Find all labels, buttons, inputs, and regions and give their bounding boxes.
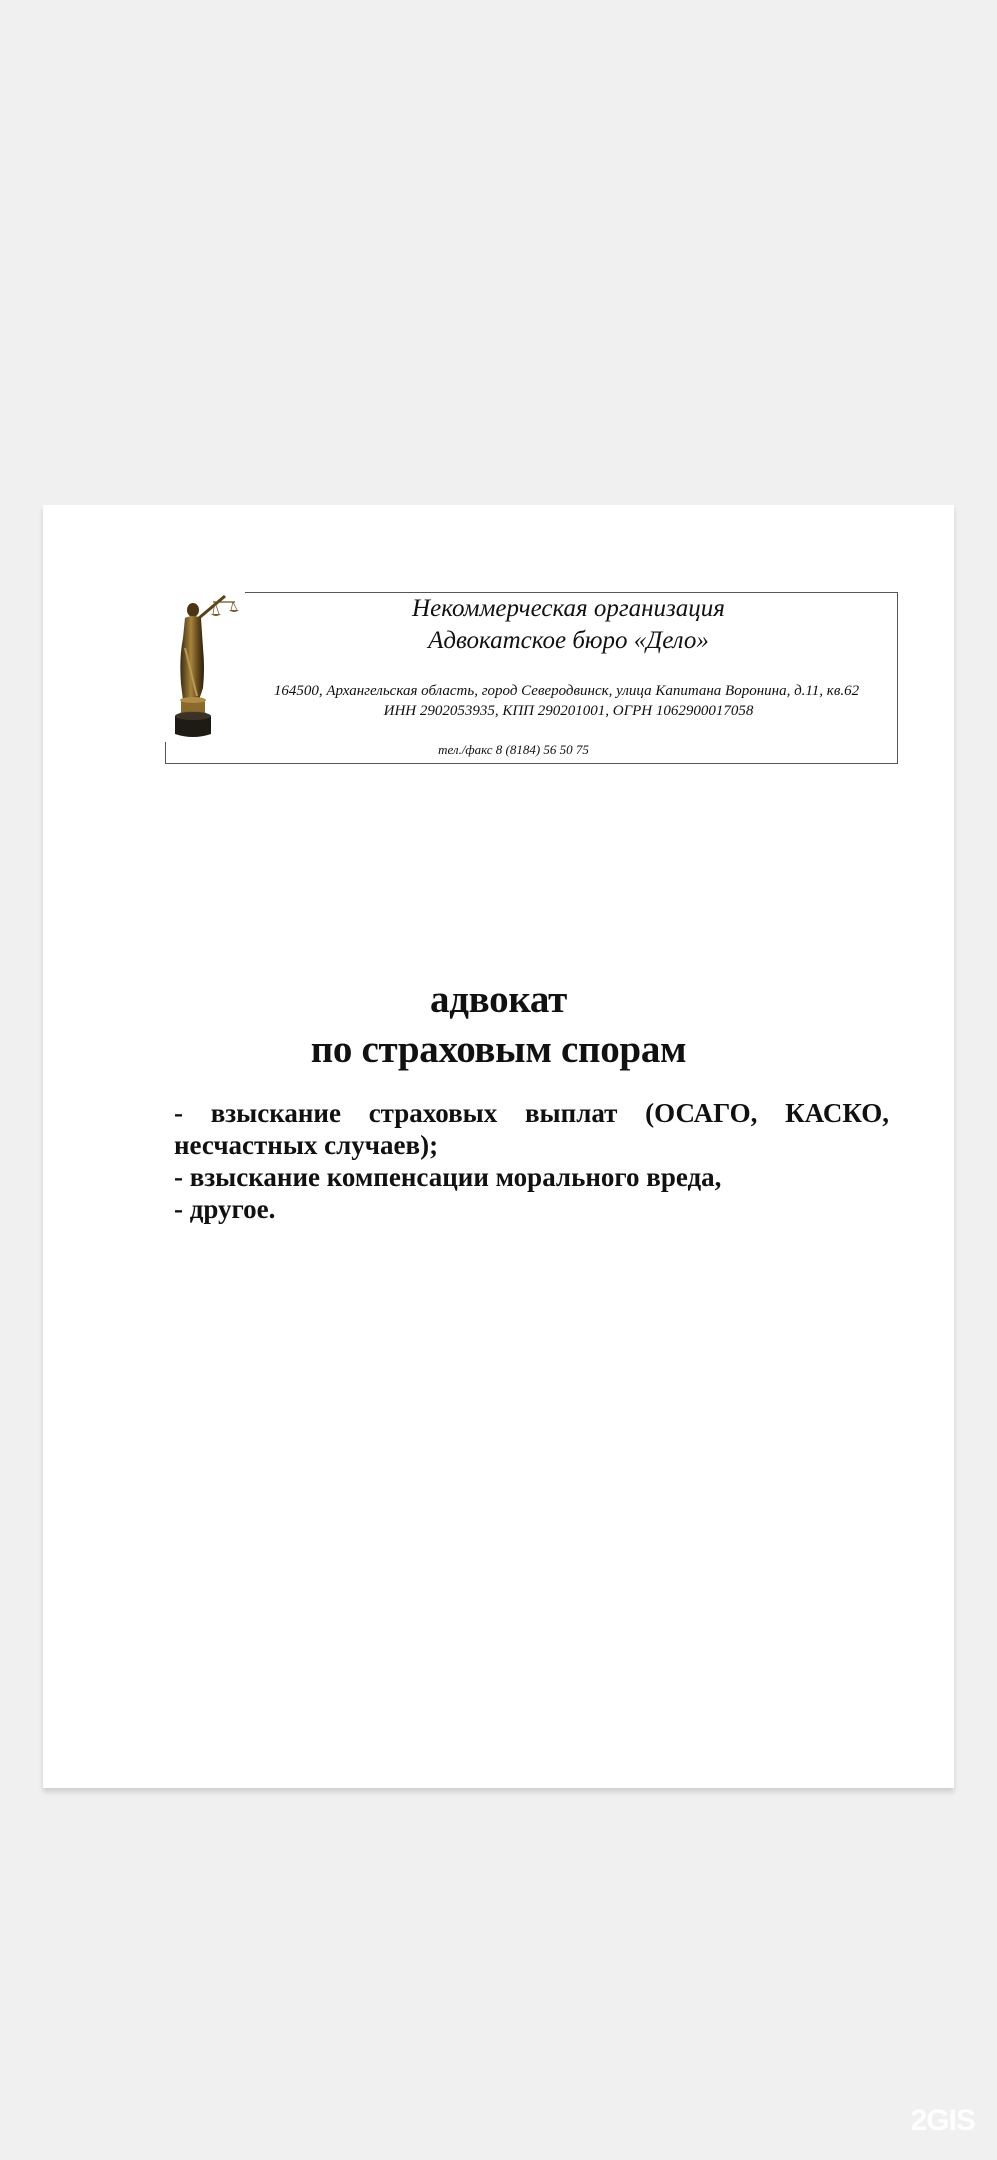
title-line-2: по страховым спорам	[310, 1028, 687, 1071]
2gis-watermark: 2GIS	[910, 2104, 975, 2137]
service-item	[174, 1097, 889, 1161]
letterhead-frame-left	[165, 742, 166, 764]
services-list	[174, 1097, 889, 1225]
document-page	[43, 505, 954, 1788]
letterhead-frame-right	[897, 592, 898, 764]
page-title	[43, 975, 954, 1075]
themis-statue-icon	[169, 588, 241, 748]
service-item-line: - взыскание страховых выплат (ОСАГО, КАСКО,	[174, 1098, 889, 1128]
service-item: - другое.	[174, 1194, 276, 1224]
letterhead	[165, 592, 898, 764]
service-item: - взыскание компенсации морального вреда,	[174, 1162, 722, 1192]
service-item-line: несчастных случаев);	[174, 1130, 439, 1160]
title-line-1: адвокат	[430, 978, 567, 1021]
organization-registration-ids: ИНН 2902053935, КПП 290201001, ОГРН 1062900017058	[383, 703, 754, 719]
organization-phone: тел./факс 8 (8184) 56 50 75	[438, 742, 589, 757]
organization-name: Адвокатское бюро «Дело»	[428, 627, 709, 654]
organization-type: Некоммерческая организация	[412, 595, 725, 622]
letterhead-text	[245, 592, 892, 764]
organization-address: 164500, Архангельская область, город Северодвинск, улица Капитана Воронина, д.11, кв.62	[273, 683, 860, 699]
